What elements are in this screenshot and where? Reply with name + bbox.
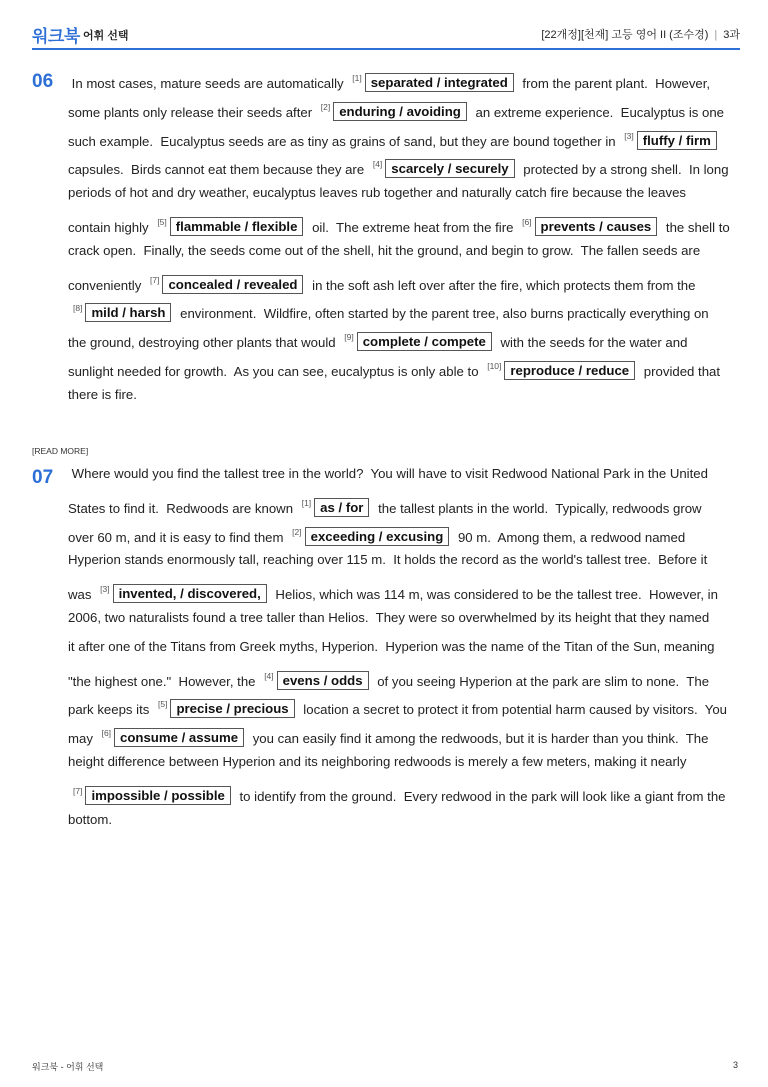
passage-text: the shell to [662, 219, 730, 235]
passage-line [68, 489, 740, 518]
blank-number: [8] [73, 303, 83, 314]
question-number-06: 06 [32, 71, 54, 92]
blank-number: [4] [372, 159, 383, 170]
passage-06 [68, 64, 740, 410]
passage-line [68, 575, 740, 604]
course-info [541, 26, 740, 42]
passage-line [68, 208, 740, 237]
passage-text: protected by a strong shell. In long [519, 162, 729, 178]
passage-text: periods of hot and dry weather, eucalyptus leaves rub together and naturally catch fire because the leaves [68, 185, 686, 201]
blank-number: [5] [157, 216, 167, 227]
passage-line [68, 381, 740, 410]
passage-text: Where would you find the tallest tree in the world? You will have to visit Redwood National Park in the United [68, 466, 708, 481]
vocab-choice-box[interactable]: scarcely / securely [385, 159, 514, 178]
passage-text: 2006, two naturalists found a tree taller than Helios. They were so overwhelmed by its height that they named [68, 609, 710, 625]
passage-line [68, 93, 740, 122]
read-more-label: [READ MORE] [32, 446, 89, 456]
passage-text: height difference between Hyperion and its neighboring redwoods is merely a few meters, making it nearly [68, 753, 687, 769]
passage-text: some plants only release their seeds after [68, 104, 316, 120]
passage-text: such example. Eucalyptus seeds are as tiny as grains of sand, but they are bound together in [68, 133, 620, 149]
blank-number: [5] [158, 699, 168, 710]
passage-line [68, 806, 740, 835]
passage-text: may [68, 731, 97, 747]
footer-title: 워크북 - 어휘 선택 [32, 1062, 104, 1072]
vocab-choice-box[interactable]: impossible / possible [85, 786, 230, 805]
brand-title: 워크북 [32, 27, 80, 46]
passage-line [68, 64, 740, 93]
vocab-choice-box[interactable]: precise / precious [170, 699, 294, 718]
vocab-choice-box[interactable]: separated / integrated [365, 73, 514, 92]
passage-line [68, 179, 740, 208]
vocab-choice-box[interactable]: enduring / avoiding [333, 102, 467, 121]
blank-number: [9] [344, 332, 354, 343]
passage-line [68, 518, 740, 547]
passage-text: park keeps its [68, 702, 154, 718]
vocab-choice-box[interactable]: consume / assume [114, 728, 244, 747]
blank-number: [7] [149, 274, 160, 285]
blank-number: [4] [264, 670, 274, 681]
passage-text: crack open. Finally, the seeds come out of the shell, hit the ground, and begin to grow. The fallen seeds are [68, 242, 701, 258]
passage-line [68, 748, 740, 777]
blank-number: [2] [320, 101, 331, 112]
passage-text: it after one of the Titans from Greek myths, Hyperion. Hyperion was the name of the Titan of the Sun, meaning [68, 638, 715, 654]
passage-line [68, 662, 740, 691]
vocab-choice-box[interactable]: as / for [314, 498, 369, 517]
page-header [32, 18, 740, 50]
vocab-choice-box[interactable]: complete / compete [357, 332, 492, 351]
lesson-label: 3과 [723, 29, 740, 41]
blank-number: [2] [292, 526, 302, 537]
blank-number: [1] [301, 497, 312, 508]
passage-line [68, 777, 740, 806]
passage-line [68, 460, 740, 489]
vocab-choice-box[interactable]: exceeding / excusing [305, 527, 450, 546]
passage-text: contain highly [68, 219, 153, 235]
vocab-choice-box[interactable]: concealed / revealed [162, 275, 303, 294]
passage-line [68, 294, 740, 323]
passage-text: provided that [640, 363, 721, 379]
course-title: [22개정][천재] 고등 영어 II (조수경) [541, 29, 709, 41]
passage-text: the ground, destroying other plants that would [68, 335, 340, 351]
blank-number: [1] [352, 73, 362, 83]
passage-text: to identify from the ground. Every redwood in the park will look like a giant from the [235, 788, 726, 804]
blank-number: [3] [624, 130, 634, 141]
vocab-choice-box[interactable]: fluffy / firm [637, 131, 717, 150]
passage-line [68, 690, 740, 719]
vocab-choice-box[interactable]: invented, / discovered, [113, 584, 267, 603]
passage-text: oil. The extreme heat from the fire [308, 219, 518, 235]
passage-text: from the parent plant. However, [518, 76, 711, 91]
brand-subtitle: 어휘 선택 [83, 30, 129, 42]
passage-text: 90 m. Among them, a redwood named [454, 529, 686, 545]
blank-number: [6] [101, 728, 112, 739]
passage-line [68, 633, 740, 662]
passage-text: the tallest plants in the world. Typically, redwoods grow [374, 500, 702, 516]
passage-text: conveniently [68, 277, 145, 293]
header-separator: | [714, 29, 718, 41]
vocab-choice-box[interactable]: evens / odds [277, 671, 369, 690]
passage-text: environment. Wildfire, often started by the parent tree, also burns practically everything on [176, 306, 709, 322]
vocab-choice-box[interactable]: flammable / flexible [170, 217, 304, 236]
passage-line [68, 719, 740, 748]
passage-text: In most cases, mature seeds are automatically [68, 76, 348, 91]
blank-number: [6] [522, 216, 532, 227]
passage-text: you can easily find it among the redwoods, but it is harder than you think. The [249, 731, 709, 747]
passage-line [68, 604, 740, 633]
passage-text: over 60 m, and it is easy to find them [68, 529, 288, 545]
passage-text: capsules. Birds cannot eat them because they are [68, 162, 368, 178]
passage-text: "the highest one." However, the [68, 673, 260, 689]
passage-line [68, 266, 740, 295]
passage-text: was [68, 587, 96, 603]
page-number: 3 [732, 1060, 738, 1070]
vocab-choice-box[interactable]: mild / harsh [85, 303, 171, 322]
passage-line [68, 352, 740, 381]
passage-text: sunlight needed for growth. As you can see, eucalyptus is only able to [68, 363, 483, 379]
passage-line [68, 237, 740, 266]
passage-text: an extreme experience. Eucalyptus is one [471, 104, 725, 120]
passage-line [68, 546, 740, 575]
passage-line [68, 150, 740, 179]
passage-text: there is fire. [68, 386, 137, 402]
passage-text: in the soft ash left over after the fire, which protects them from the [308, 277, 696, 293]
passage-07 [68, 460, 740, 834]
passage-text: of you seeing Hyperion at the park are slim to none. The [373, 673, 710, 689]
blank-number: [3] [100, 584, 110, 595]
passage-text: bottom. [68, 811, 112, 827]
vocab-choice-box[interactable]: reproduce / reduce [504, 361, 635, 380]
blank-number: [10] [487, 360, 502, 371]
blank-number: [7] [73, 785, 83, 796]
passage-line [68, 323, 740, 352]
passage-text: Helios, which was 114 m, was considered to be the tallest tree. However, in [271, 587, 718, 603]
vocab-choice-box[interactable]: prevents / causes [535, 217, 658, 236]
passage-text: with the seeds for the water and [496, 335, 688, 351]
question-number-07: 07 [32, 467, 54, 488]
passage-text: Hyperion stands enormously tall, reaching over 115 m. It holds the record as the world's tallest tree. Before it [68, 552, 708, 568]
passage-text: States to find it. Redwoods are known [68, 500, 297, 516]
passage-line [68, 122, 740, 151]
passage-text: location a secret to protect it from potential harm caused by visitors. You [299, 702, 727, 718]
